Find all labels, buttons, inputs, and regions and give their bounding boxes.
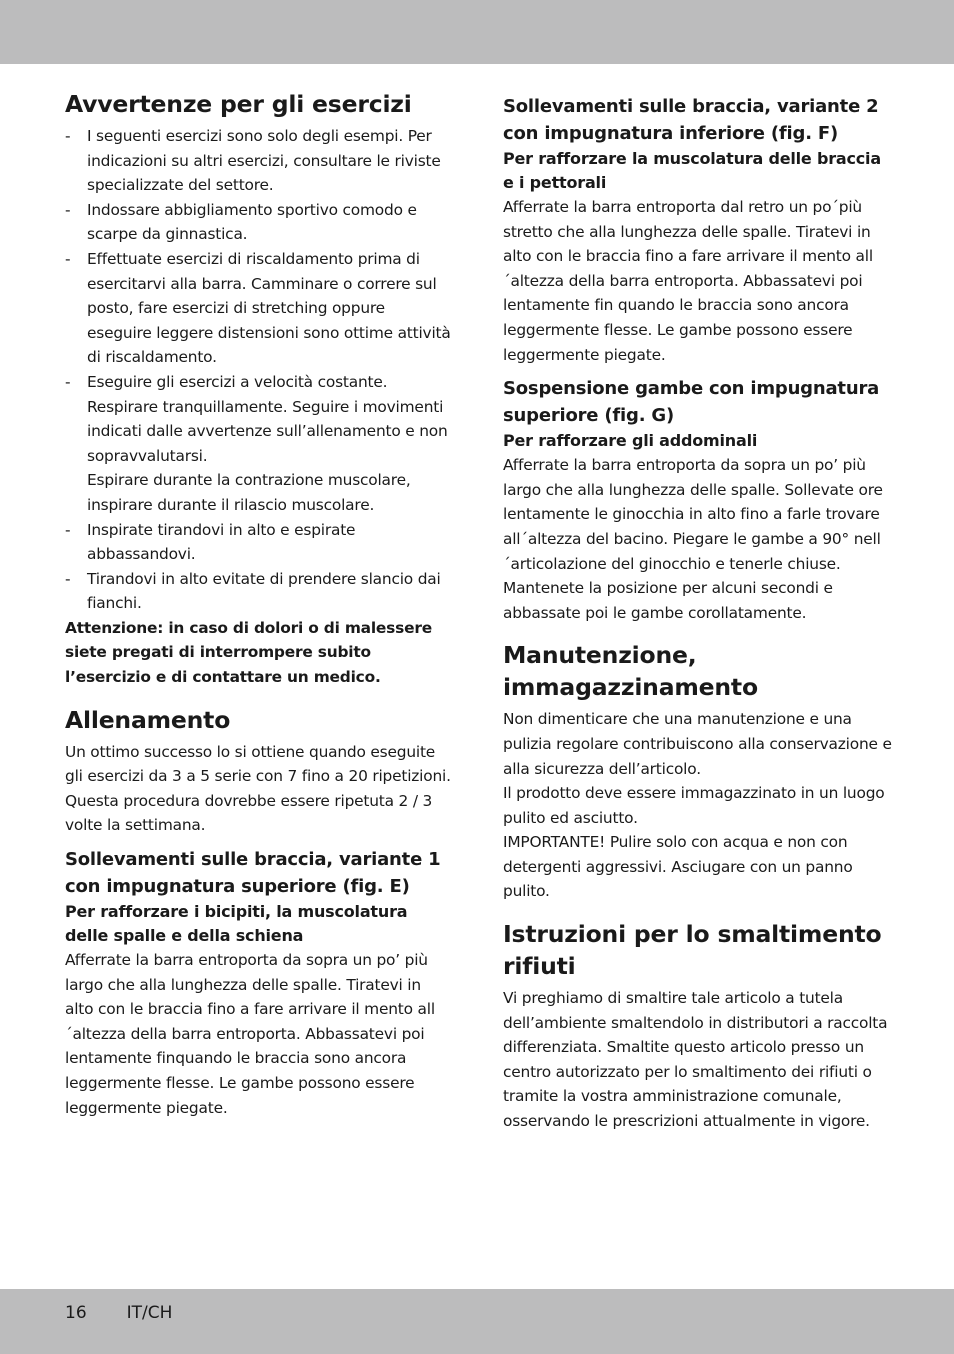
training-text: Un ottimo successo lo si ottiene quando eseguite gli esercizi da 3 a 5 serie con 7 fino a 20 ripetizioni. Questa procedura dovrebbe essere ripetuta 2 / 3 volte la settimana. <box>65 742 451 835</box>
maintenance-title: Manutenzione, immagazzinamento <box>503 641 758 702</box>
list-item-text: Eseguire gli esercizi a velocità costante. Respirare tranquillamente. Seguire i movimenti indicati dalle avvertenze sull’allenamento e non sopravvalutarsi. <box>87 372 448 465</box>
training-title: Allenamento <box>65 705 231 734</box>
disposal-title: Istruzioni per lo smaltimento rifiuti <box>503 920 882 981</box>
list-item: - Effettuate esercizi di riscaldamento prima di esercitarvi alla barra. Camminare o correre sul posto, fare esercizi di stretching oppure eseguire leggere distensioni sono ottime attività di riscaldamento. <box>65 247 451 370</box>
warnings-title: Avvertenze per gli esercizi <box>65 90 412 118</box>
footer <box>65 1303 172 1323</box>
left-column <box>65 88 451 1120</box>
disposal-text: Vi preghiamo di smaltire tale articolo a tutela dell’ambiente smaltendolo in distributori a raccolta differenziata. Smaltite questo articolo presso un centro autorizzato per lo smaltimento dei rifiuti o tramite la vostra amministrazione comunale, osservando le prescrizioni attualmente in vigore. <box>503 989 888 1131</box>
exercise-g-title: Sospensione gambe con impugnatura superiore (fig. G) <box>503 378 880 427</box>
maintenance-text-2: Il prodotto deve essere immagazzinato in un luogo pulito ed asciutto. <box>503 784 885 827</box>
list-item: - Tirandovi in alto evitate di prendere slancio dai fianchi. <box>65 567 451 616</box>
exercise-f-title: Sollevamenti sulle braccia, variante 2 con impugnatura inferiore (fig. F) <box>503 96 879 144</box>
list-item: - Inspirate tirandovi in alto e espirate abbassandovi. <box>65 518 451 567</box>
exercise-e-text: Afferrate la barra entroporta da sopra un po’ più largo che alla lunghezza delle spalle. Tiratevi in alto con le braccia fino a fare arrivare il mento all´altezza della barra entroporta. Abbassatevi poi lentamente finquando le braccia sono ancora leggermente flesse. Le gambe possono essere leggermente piegate. <box>65 951 435 1117</box>
exercise-f-subtitle: Per rafforzare la muscolatura delle braccia e i pettorali <box>503 149 881 192</box>
warnings-list <box>65 124 451 616</box>
language-code: IT/CH <box>126 1303 173 1323</box>
list-item-continuation: Espirare durante la contrazione muscolare, inspirare durante il rilascio muscolare. <box>87 471 411 514</box>
exercise-g-text: Afferrate la barra entroporta da sopra un po’ più largo che alla lunghezza delle spalle. Sollevate ore lentamente le ginocchia in alto fino a farle trovare all´altezza del bacino. Piegare le gambe a 90° nell´articolazione del ginocchio e tenerle chiuse. Mantenete la posizione per alcuni secondi e abbassate poi le gambe corollatamente. <box>503 456 883 622</box>
header-band <box>0 0 954 64</box>
caution-note: Attenzione: in caso di dolori o di malessere siete pregati di interrompere subito l’esercizio e di contattare un medico. <box>65 618 432 687</box>
exercise-g-subtitle: Per rafforzare gli addominali <box>503 431 758 451</box>
list-item: - I seguenti esercizi sono solo degli esempi. Per indicazioni su altri esercizi, consultare le riviste specializzate del settore. <box>65 124 451 198</box>
exercise-f-text: Afferrate la barra entroporta dal retro un po´più stretto che alla lunghezza delle spalle. Tiratevi in alto con le braccia fino a fare arrivare il mento all´altezza della barra entroporta. Abbassatevi poi lentamente fin quando le braccia sono ancora leggermente flesse. Le gambe possono essere leggermente piegate. <box>503 198 873 364</box>
exercise-e-subtitle: Per rafforzare i bicipiti, la muscolatura delle spalle e della schiena <box>65 902 408 946</box>
right-column <box>503 93 893 1134</box>
page-number: 16 <box>65 1303 87 1323</box>
list-item <box>65 370 451 518</box>
maintenance-text-3: IMPORTANTE! Pulire solo con acqua e non con detergenti aggressivi. Asciugare con un panno pulito. <box>503 833 853 901</box>
list-item: - Indossare abbigliamento sportivo comodo e scarpe da ginnastica. <box>65 198 451 247</box>
exercise-e-title: Sollevamenti sulle braccia, variante 1 con impugnatura superiore (fig. E) <box>65 849 441 898</box>
maintenance-text-1: Non dimenticare che una manutenzione e una pulizia regolare contribuiscono alla conservazione e alla sicurezza dell’articolo. <box>503 710 892 778</box>
